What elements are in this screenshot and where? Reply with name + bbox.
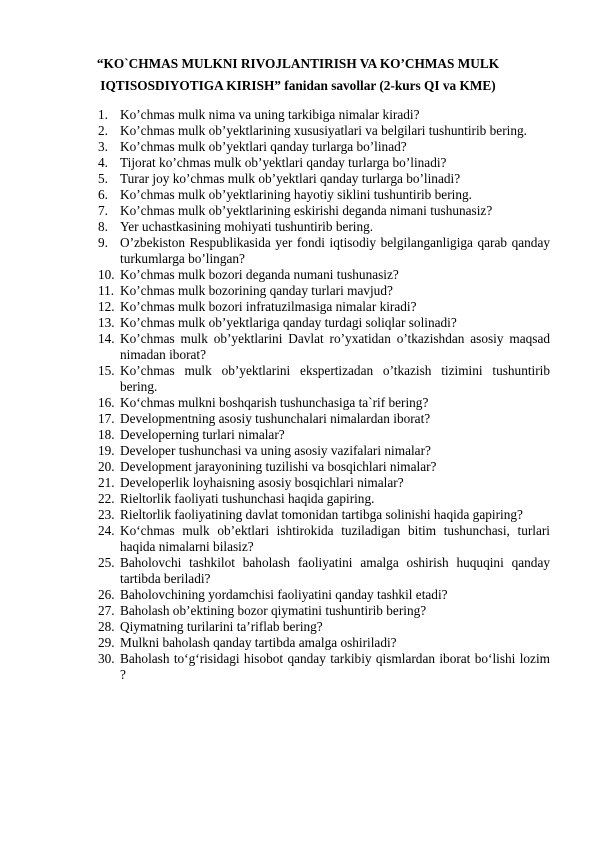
- question-text: Ko’chmas mulk ob’yektlarini ekspertizadan o’tkazish tizimini tushuntirib bering.: [120, 363, 550, 394]
- question-number: 12.: [98, 299, 115, 314]
- question-number: 26.: [98, 587, 115, 602]
- question-item: [98, 107, 550, 123]
- question-number: 29.: [98, 635, 115, 650]
- question-number: 17.: [98, 411, 115, 426]
- question-number: 4.: [98, 155, 108, 170]
- question-number: 18.: [98, 427, 115, 442]
- question-item: [98, 123, 550, 139]
- question-number: 22.: [98, 491, 115, 506]
- question-number: 28.: [98, 619, 115, 634]
- question-item: [98, 507, 550, 523]
- question-item: [98, 315, 550, 331]
- question-number: 25.: [98, 555, 115, 570]
- title-line-2: IQTISOSDIYOTIGA KIRISH” fanidan savollar (2-kurs QI va KME): [100, 78, 496, 93]
- question-number: 5.: [98, 171, 108, 186]
- question-number: 10.: [98, 267, 115, 282]
- question-number: 21.: [98, 475, 115, 490]
- question-text: Ko’chmas mulk ob’yektlariga qanday turdagi soliqlar solinadi?: [120, 315, 457, 330]
- question-text: Developerlik loyhaisning asosiy bosqichlari nimalar?: [120, 475, 404, 490]
- question-number: 6.: [98, 187, 108, 202]
- question-text: Ko’chmas mulk ob’yektlarini Davlat ro’yxatidan o’tkazishdan asosiy maqsad nimadan iborat?: [120, 331, 550, 362]
- question-number: 7.: [98, 203, 108, 218]
- question-number: 15.: [98, 363, 115, 378]
- question-number: 2.: [98, 123, 108, 138]
- question-text: Rieltorlik faoliyatining davlat tomonidan tartibga solinishi haqida gapiring?: [120, 507, 523, 522]
- question-text: Ko’chmas mulk nima va uning tarkibiga nimalar kiradi?: [120, 107, 420, 122]
- question-item: [98, 203, 550, 219]
- question-number: 3.: [98, 139, 108, 154]
- question-number: 30.: [98, 651, 115, 666]
- question-text: Baholovchining yordamchisi faoliyatini qanday tashkil etadi?: [120, 587, 448, 602]
- question-item: [98, 299, 550, 315]
- question-text: Ko’chmas mulk ob’yektlarining eskirishi deganda nimani tushunasiz?: [120, 203, 493, 218]
- question-text: Developmentning asosiy tushunchalari nimalardan iborat?: [120, 411, 431, 426]
- question-number: 13.: [98, 315, 115, 330]
- question-item: [98, 187, 550, 203]
- question-item: [98, 635, 550, 651]
- question-item: [98, 443, 550, 459]
- question-number: 9.: [98, 235, 108, 250]
- question-number: 24.: [98, 523, 115, 538]
- question-text: Yer uchastkasining mohiyati tushuntirib bering.: [120, 219, 374, 234]
- question-item: [98, 267, 550, 283]
- question-item: [98, 587, 550, 603]
- question-item: [98, 283, 550, 299]
- question-number: 23.: [98, 507, 115, 522]
- question-item: [98, 171, 550, 187]
- question-item: [98, 427, 550, 443]
- question-list: [98, 107, 550, 683]
- question-text: Tijorat ko’chmas mulk ob’yektlari qanday turlarga bo’linadi?: [120, 155, 447, 170]
- question-text: Rieltorlik faoliyati tushunchasi haqida gapiring.: [120, 491, 375, 506]
- question-text: Ko’chmas mulk bozori infratuzilmasiga nimalar kiradi?: [120, 299, 417, 314]
- question-item: [98, 619, 550, 635]
- question-text: Ko’chmas mulk ob’yektlarining hayotiy siklini tushuntirib bering.: [120, 187, 472, 202]
- question-text: Baholash ob’ektining bozor qiymatini tushuntirib bering?: [120, 603, 427, 618]
- question-number: 16.: [98, 395, 115, 410]
- question-text: Development jarayonining tuzilishi va bosqichlari nimalar?: [120, 459, 437, 474]
- question-item: [98, 475, 550, 491]
- question-text: Baholovchi tashkilot baholash faoliyatini amalga oshirish huquqini qanday tartibda beriladi?: [120, 555, 550, 586]
- question-text: Qiymatning turilarini ta’riflab bering?: [120, 619, 323, 634]
- question-item: [98, 395, 550, 411]
- question-text: Turar joy ko’chmas mulk ob’yektlari qanday turlarga bo’linadi?: [120, 171, 461, 186]
- question-number: 14.: [98, 331, 115, 346]
- question-text: Ko‘chmas mulkni boshqarish tushunchasiga ta`rif bering?: [120, 395, 429, 410]
- question-item: [98, 155, 550, 171]
- question-number: 27.: [98, 603, 115, 618]
- question-item: [98, 235, 550, 267]
- question-text: Ko’chmas mulk bozori deganda numani tushunasiz?: [120, 267, 399, 282]
- question-item: [98, 651, 550, 683]
- question-item: [98, 491, 550, 507]
- question-number: 8.: [98, 219, 108, 234]
- question-number: 1.: [98, 107, 108, 122]
- question-item: [98, 603, 550, 619]
- question-item: [98, 411, 550, 427]
- question-number: 20.: [98, 459, 115, 474]
- question-text: Ko’chmas mulk ob’yektlari qanday turlarga bo’linad?: [120, 139, 407, 154]
- question-text: Mulkni baholash qanday tartibda amalga oshiriladi?: [120, 635, 397, 650]
- question-item: [98, 459, 550, 475]
- question-item: [98, 219, 550, 235]
- question-item: [98, 523, 550, 555]
- question-item: [98, 139, 550, 155]
- question-number: 19.: [98, 443, 115, 458]
- question-text: Baholash to‘g‘risidagi hisobot qanday tarkibiy qismlardan iborat bo‘lishi lozim ?: [120, 651, 550, 682]
- question-text: Ko’chmas mulk ob’yektlarining xususiyatlari va belgilari tushuntirib bering.: [120, 123, 527, 138]
- question-text: Developer tushunchasi va uning asosiy vazifalari nimalar?: [120, 443, 431, 458]
- question-number: 11.: [98, 283, 115, 298]
- question-text: Developerning turlari nimalar?: [120, 427, 285, 442]
- question-item: [98, 363, 550, 395]
- question-item: [98, 331, 550, 363]
- question-text: Ko’chmas mulk bozorining qanday turlari mavjud?: [120, 283, 393, 298]
- question-text: O’zbekiston Respublikasida yer fondi iqtisodiy belgilanganligiga qarab qanday turkumlarga bo’lingan?: [120, 235, 550, 266]
- question-text: Ko‘chmas mulk ob’ektlari ishtirokida tuziladigan bitim tushunchasi, turlari haqida nimalarni bilasiz?: [120, 523, 550, 554]
- question-item: [98, 555, 550, 587]
- document-title: [70, 53, 526, 97]
- title-line-1: “KO`CHMAS MULKNI RIVOJLANTIRISH VA KO’CHMAS MULK: [96, 56, 500, 71]
